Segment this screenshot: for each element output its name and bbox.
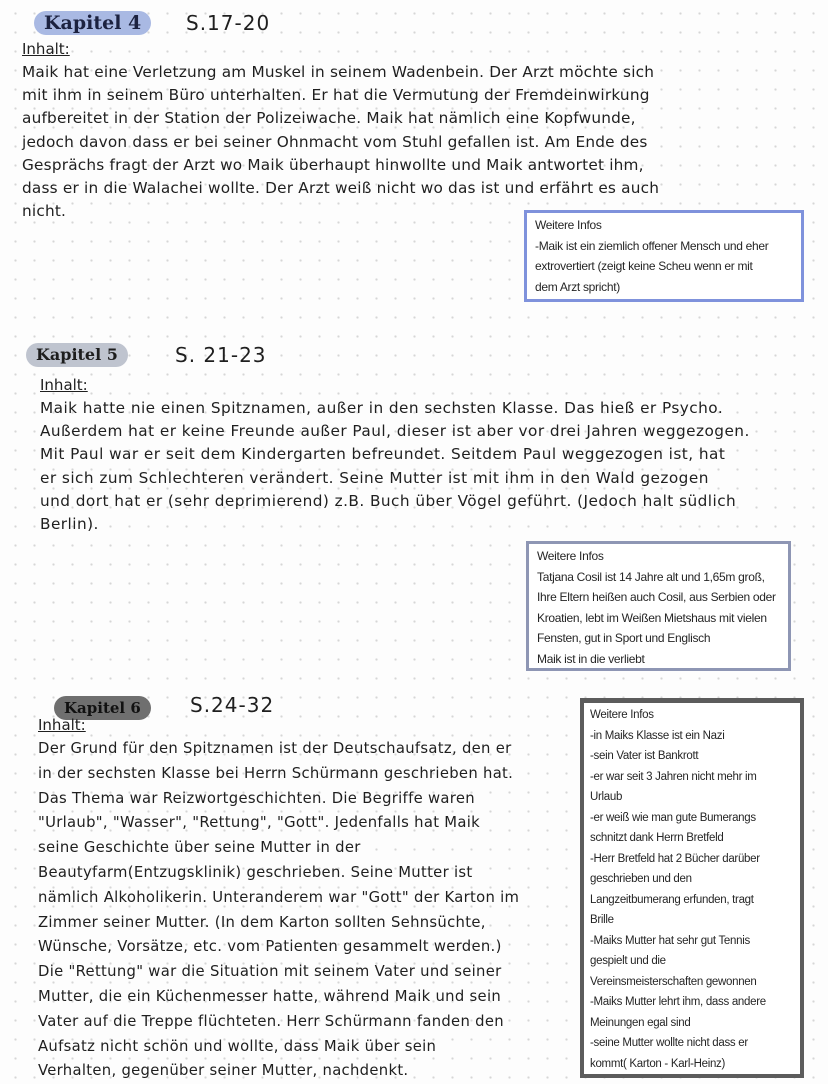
- info-line: -in Maiks Klasse ist ein Nazi: [590, 729, 725, 742]
- info-line: -Maik ist ein ziemlich offener Mensch und eher: [535, 238, 769, 253]
- text-line: und dort hat er (sehr deprimierend) z.B. Buch über Vögel geführt. (Jedoch halt südlich: [40, 491, 737, 510]
- text-line: Das Thema war Reizwortgeschichten. Die Begriffe waren: [38, 789, 475, 807]
- info-line: Langzeitbumerang erfunden, tragt: [590, 893, 754, 906]
- text-line: "Urlaub", "Wasser", "Rettung", "Gott". Jedenfalls hat Maik: [38, 814, 481, 832]
- info-line: -er war seit 3 Jahren nicht mehr im: [590, 770, 757, 783]
- info-line: kommt( Karton - Karl-Heinz): [590, 1057, 726, 1070]
- text-line: Mutter, die ein Küchenmesser hatte, während Maik und sein: [38, 987, 502, 1005]
- info-line: Kroatien, lebt im Weißen Mietshaus mit vielen: [537, 610, 767, 625]
- kapitel-5-pages: S. 21-23: [175, 343, 267, 367]
- text-line: Verhalten, gegenüber seiner Mutter, nachdenkt.: [38, 1062, 409, 1080]
- info-line: -sein Vater ist Bankrott: [590, 750, 699, 762]
- info-line: dem Arzt spricht): [535, 279, 620, 294]
- text-line: Mit Paul war er seit dem Kindergarten befreundet. Seitdem Paul weggezogen ist, hat: [40, 445, 726, 464]
- kapitel-4-pages: S.17-20: [186, 11, 271, 35]
- info-line: Maik ist in die verliebt: [537, 651, 645, 666]
- info-line: Ihre Eltern heißen auch Cosil, aus Serbien oder: [537, 590, 776, 604]
- info-line: -seine Mutter wollte nicht dass er: [590, 1037, 748, 1049]
- text-line: er sich zum Schlechteren verändert. Seine Mutter ist mit ihm in den Wald gezogen: [40, 468, 709, 487]
- info-line: gespielt und die: [590, 955, 666, 967]
- info-title: Weitere Infos: [535, 218, 602, 232]
- kapitel-6-inhalt-label: Inhalt:: [38, 716, 86, 734]
- info-title: Weitere Infos: [537, 549, 604, 563]
- info-title: Weitere Infos: [590, 709, 654, 721]
- text-line: Der Grund für den Spitznamen ist der Deutschaufsatz, den er: [38, 740, 512, 757]
- info-line: -Maiks Mutter lehrt ihm, dass andere: [590, 996, 766, 1008]
- text-line: mit ihm in seinem Büro unterhalten. Er hat die Vermutung der Fremdeinwirkung: [22, 86, 650, 105]
- text-line: Beautyfarm(Entzugsklinik) geschrieben. Seine Mutter ist: [38, 863, 473, 881]
- text-line: Die "Rettung" war die Situation mit seinem Vater und seiner: [38, 963, 502, 981]
- info-line: schnitzt dank Herrn Bretfeld: [590, 832, 724, 844]
- text-line: Berlin).: [40, 515, 99, 534]
- text-line: aufbereitet in der Station der Polizeiwache. Maik hat nämlich eine Kopfwunde,: [22, 109, 636, 128]
- kapitel-4-info-box: [524, 210, 804, 302]
- info-line: Meinungen egal sind: [590, 1016, 691, 1029]
- text-line: Vater auf die Treppe flüchteten. Herr Schürmann fanden den: [38, 1012, 504, 1030]
- info-line: -Maiks Mutter hat sehr gut Tennis: [590, 934, 750, 947]
- info-line: -Herr Bretfeld hat 2 Bücher darüber: [590, 852, 760, 865]
- text-line: jedoch davon dass er bei seiner Ohnmacht vom Stuhl gefallen ist. Am Ende des: [22, 132, 648, 151]
- text-line: Wünsche, Vorsätze, etc. vom Patienten gesammelt werden.): [38, 938, 502, 956]
- info-line: Vereinsmeisterschaften gewonnen: [590, 975, 757, 988]
- info-line: Fensten, gut in Sport und Englisch: [537, 631, 711, 645]
- kapitel-6-badge: Kapitel 6: [54, 696, 151, 720]
- text-line: Aufsatz nicht schön und wollte, dass Maik über sein: [38, 1037, 437, 1055]
- text-line: in der sechsten Klasse bei Herrn Schürmann geschrieben hat.: [38, 764, 514, 782]
- kapitel-5-inhalt-label: Inhalt:: [40, 376, 88, 394]
- info-line: Brille: [590, 914, 614, 926]
- text-line: nicht.: [22, 202, 67, 221]
- info-line: extrovertiert (zeigt keine Scheu wenn er mit: [535, 259, 753, 273]
- kapitel-4-badge: Kapitel 4: [34, 11, 151, 35]
- kapitel-6-info-box: [580, 698, 804, 1078]
- info-line: -er weiß wie man gute Bumerangs: [590, 811, 756, 824]
- kapitel-5-info-box: [526, 541, 791, 671]
- text-line: seine Geschichte über seine Mutter in der: [38, 839, 361, 857]
- info-line: geschrieben und den: [590, 873, 692, 885]
- kapitel-5-badge: Kapitel 5: [26, 343, 128, 367]
- text-line: Gesprächs fragt der Arzt wo Maik überhaupt hinwollte und Maik antwortet ihm,: [22, 155, 644, 174]
- kapitel-6-pages: S.24-32: [190, 693, 275, 717]
- text-line: Zimmer seiner Mutter. (In dem Karton sollten Sehnsüchte,: [38, 913, 486, 931]
- kapitel-6-paragraph: [38, 737, 519, 1084]
- kapitel-4-inhalt-label: Inhalt:: [22, 40, 70, 58]
- info-line: Tatjana Cosil ist 14 Jahre alt und 1,65m groß,: [537, 569, 765, 584]
- text-line: nämlich Alkoholikerin. Unteranderem war "Gott" der Karton im: [38, 888, 520, 906]
- info-line: Urlaub: [590, 791, 623, 803]
- text-line: dass er in die Walachei wollte. Der Arzt weiß nicht wo das ist und erfährt es auch: [22, 179, 660, 198]
- kapitel-5-paragraph: [40, 397, 750, 536]
- text-line: Außerdem hat er keine Freunde außer Paul, dieser ist aber vor drei Jahren weggezogen.: [40, 422, 750, 441]
- text-line: Maik hat eine Verletzung am Muskel in seinem Wadenbein. Der Arzt möchte sich: [22, 63, 655, 81]
- text-line: Maik hatte nie einen Spitznamen, außer in den sechsten Klasse. Das hieß er Psycho.: [40, 399, 724, 417]
- kapitel-4-paragraph: [22, 61, 659, 223]
